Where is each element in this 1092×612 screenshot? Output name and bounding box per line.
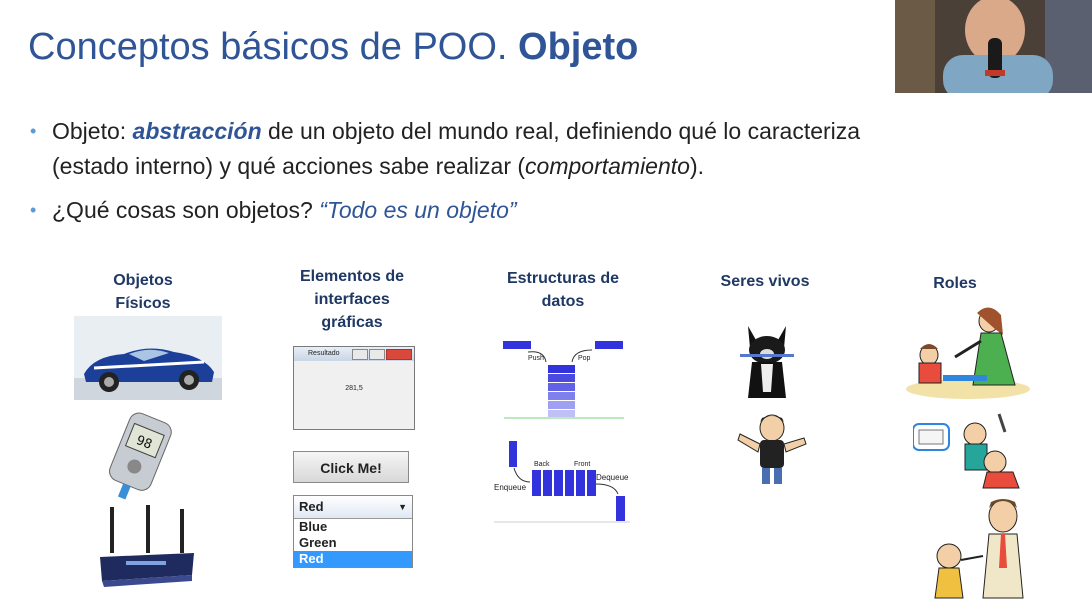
queue-front-label: Front xyxy=(574,461,591,468)
queue-dequeue-label: Dequeue xyxy=(596,473,629,482)
minimize-button[interactable] xyxy=(352,349,368,360)
category-gui-line1: Elementos de xyxy=(299,268,405,285)
window-titlebar xyxy=(294,347,414,361)
combobox-selected[interactable] xyxy=(294,496,412,519)
bullet1-lead: Objeto: xyxy=(52,118,133,144)
click-me-button[interactable]: Click Me! xyxy=(293,451,409,483)
combobox-option[interactable]: Red xyxy=(294,551,412,567)
maximize-button[interactable] xyxy=(369,349,385,360)
category-living xyxy=(705,270,825,293)
category-physical xyxy=(83,269,203,315)
bullet1-line2b: ). xyxy=(689,153,705,179)
bullet2-lead: ¿Qué cosas son objetos? xyxy=(52,197,320,223)
bullet-icon: • xyxy=(30,200,37,220)
chevron-down-icon[interactable]: ▼ xyxy=(398,502,407,512)
stack-pop-label: Pop xyxy=(578,355,591,362)
close-button[interactable] xyxy=(386,349,412,360)
category-structures-line1: Estructuras de xyxy=(506,270,620,287)
category-roles-label: Roles xyxy=(933,275,977,292)
combobox-value: Red xyxy=(299,499,324,514)
category-structures xyxy=(493,267,633,313)
combobox-option[interactable]: Blue xyxy=(299,519,328,534)
presenter-video xyxy=(895,0,1092,93)
result-window xyxy=(293,346,415,430)
dog-image xyxy=(738,322,796,402)
window-title: Resultado xyxy=(308,350,340,357)
queue-enqueue-label: Enqueue xyxy=(494,483,527,492)
teacher-student-image xyxy=(903,305,1033,399)
bullet1-line2a: (estado interno) y qué acciones sabe realizar ( xyxy=(52,153,526,179)
combobox-option[interactable]: Green xyxy=(299,535,337,550)
color-combobox[interactable] xyxy=(293,495,413,568)
category-roles xyxy=(905,272,1005,295)
bullet1-rest: de un objeto del mundo real, definiendo qué lo caracteriza xyxy=(261,118,861,144)
router-image xyxy=(96,505,198,591)
svg-text:98: 98 xyxy=(133,432,155,453)
category-structures-line2: datos xyxy=(541,293,585,310)
boss-employee-image xyxy=(925,494,1043,600)
queue-back-label: Back xyxy=(534,461,550,468)
dentist-patient-image xyxy=(913,410,1023,492)
category-physical-line2: Físicos xyxy=(115,295,171,312)
stack-diagram xyxy=(500,338,628,422)
bullet1-italic: comportamiento xyxy=(525,153,690,179)
sports-car-image xyxy=(74,316,222,400)
glucometer-image xyxy=(98,412,182,504)
slide-title xyxy=(28,26,638,69)
category-gui xyxy=(282,265,422,334)
window-value: 281,5 xyxy=(345,385,363,392)
queue-diagram xyxy=(492,438,632,524)
category-gui-line2: interfaces xyxy=(314,291,390,308)
bullet-icon: • xyxy=(30,121,37,141)
boy-image xyxy=(734,412,810,486)
bullet2-quote: “Todo es un objeto” xyxy=(319,197,517,223)
stack-push-label: Push xyxy=(528,355,544,362)
category-gui-line3: gráficas xyxy=(321,314,383,331)
bullet1-emphasis: abstracción xyxy=(132,118,262,144)
title-plain: Conceptos básicos de POO. xyxy=(28,26,519,68)
webcam-overlay xyxy=(895,0,1092,93)
category-living-label: Seres vivos xyxy=(720,273,810,290)
title-bold: Objeto xyxy=(518,26,639,68)
category-physical-line1: Objetos xyxy=(113,272,173,289)
